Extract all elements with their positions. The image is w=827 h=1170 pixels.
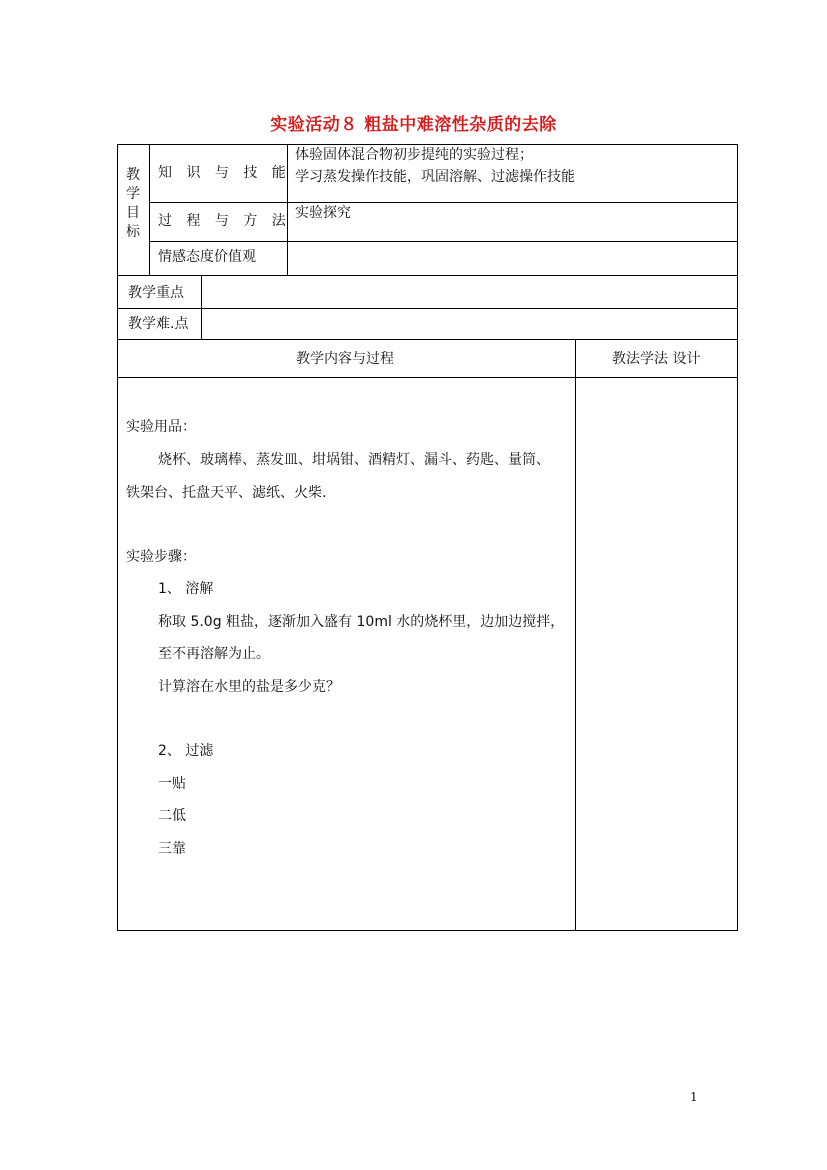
key-point-label: 教学重点 bbox=[128, 285, 184, 301]
step1-text: 称取 5.0g 粗盐，逐渐加入盛有 10ml 水的烧杯里，边加边搅拌， bbox=[158, 614, 565, 630]
objective-knowledge-line: 体验固体混合物初步提纯的实验过程； bbox=[295, 147, 533, 163]
row-divider bbox=[117, 377, 738, 378]
step1-title: 1、 溶解 bbox=[158, 581, 214, 597]
step1-question: 计算溶在水里的盐是多少克？ bbox=[158, 679, 340, 695]
row-divider bbox=[117, 308, 738, 309]
objective-label-knowledge: 知 识 与 技 能 bbox=[158, 165, 291, 181]
row-divider bbox=[117, 339, 738, 340]
objective-label-process: 过 程 与 方 法 bbox=[158, 213, 291, 229]
column-divider bbox=[201, 275, 202, 339]
materials-line: 铁架台、托盘天平、滤纸、火柴. bbox=[126, 485, 327, 501]
step2-item: 二低 bbox=[158, 808, 186, 824]
row-divider bbox=[149, 241, 738, 242]
column-divider bbox=[575, 339, 576, 931]
step2-item: 三靠 bbox=[158, 841, 186, 857]
materials-heading: 实验用品： bbox=[126, 419, 196, 435]
page-number: 1 bbox=[690, 1090, 698, 1104]
objective-label-attitude: 情感态度价值观 bbox=[158, 249, 256, 265]
content-column-header: 教学内容与过程 bbox=[296, 351, 394, 367]
method-column-header: 教法学法 设计 bbox=[612, 351, 701, 367]
row-divider bbox=[117, 275, 738, 276]
difficulty-label: 教学难.点 bbox=[128, 316, 189, 332]
materials-line: 烧杯、玻璃棒、蒸发皿、坩埚钳、酒精灯、漏斗、药匙、量筒、 bbox=[158, 452, 550, 468]
column-divider bbox=[149, 144, 150, 275]
step2-title: 2、 过滤 bbox=[158, 743, 214, 759]
steps-heading: 实验步骤： bbox=[126, 549, 196, 565]
objective-process-line: 实验探究 bbox=[295, 205, 351, 221]
step1-text: 至不再溶解为止。 bbox=[158, 646, 270, 662]
document-title: 实验活动８ 粗盐中难溶性杂质的去除 bbox=[270, 115, 557, 135]
objective-knowledge-line: 学习蒸发操作技能，巩固溶解、过滤操作技能 bbox=[295, 169, 575, 185]
row-divider bbox=[149, 202, 738, 203]
step2-item: 一贴 bbox=[158, 776, 186, 792]
objectives-side-label: 教 学 目 标 bbox=[126, 167, 140, 240]
